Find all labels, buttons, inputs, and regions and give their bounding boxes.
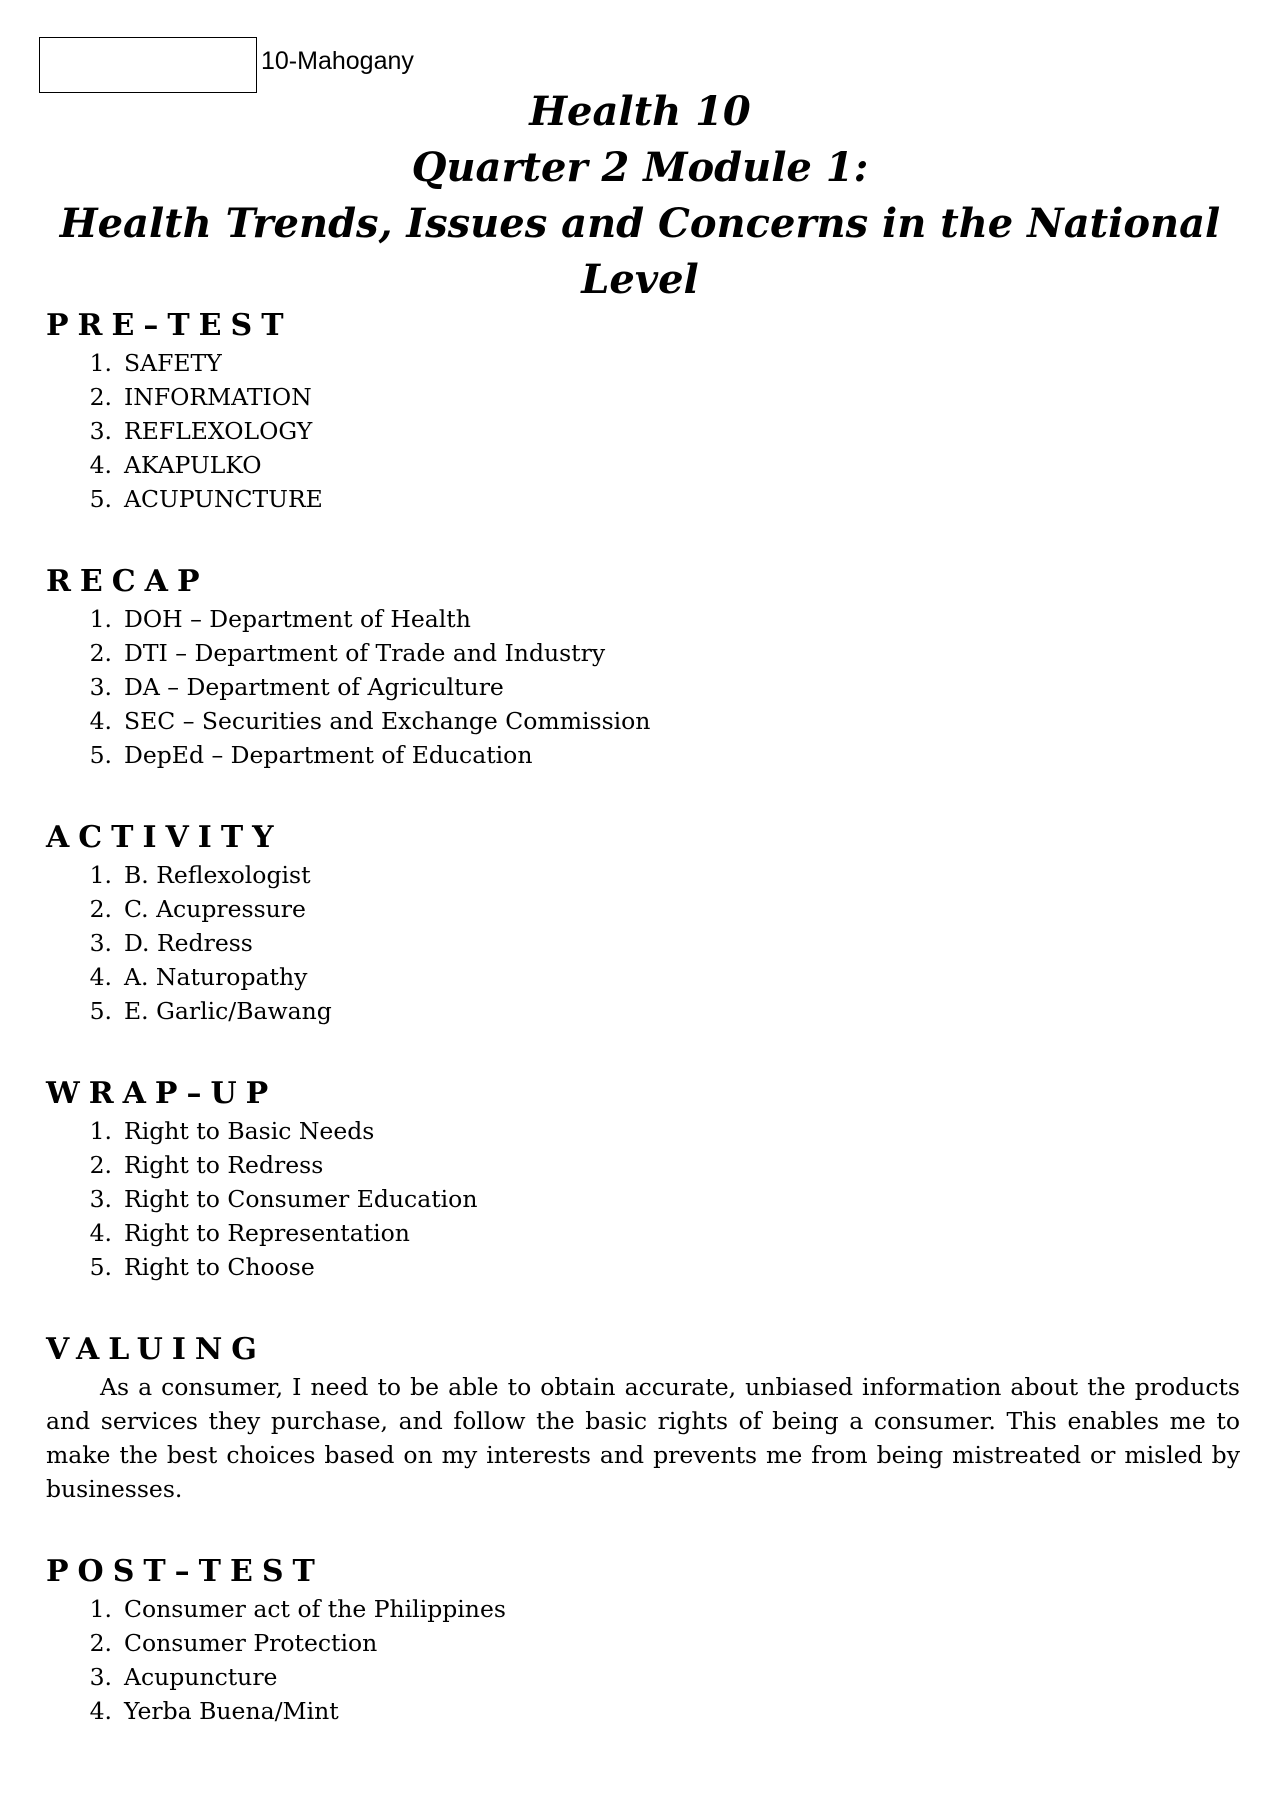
list-item — [46, 892, 1240, 926]
list-item — [46, 602, 1240, 636]
list-item — [46, 1626, 1240, 1660]
item-text: REFLEXOLOGY — [124, 417, 313, 445]
list-item — [46, 1250, 1240, 1284]
list-item — [46, 1182, 1240, 1216]
item-number: 1. — [89, 1117, 112, 1145]
item-number: 5. — [89, 997, 112, 1025]
item-number: 3. — [89, 673, 112, 701]
item-number: 5. — [89, 485, 112, 513]
item-number: 4. — [89, 1697, 112, 1725]
posttest-heading: POST–TEST — [46, 1554, 324, 1589]
item-number: 4. — [89, 451, 112, 479]
posttest-list — [46, 1592, 1240, 1728]
item-number: 1. — [89, 349, 112, 377]
title-module: Quarter 2 Module 1: — [411, 144, 869, 191]
item-number: 4. — [89, 963, 112, 991]
item-text: Consumer act of the Philippines — [124, 1595, 506, 1623]
item-text: Right to Basic Needs — [124, 1117, 375, 1145]
item-text: AKAPULKO — [124, 451, 262, 479]
title-subject: Health 10 — [529, 88, 751, 135]
spacer — [46, 1028, 1240, 1074]
item-text: DTI – Department of Trade and Industry — [124, 639, 606, 667]
list-item — [46, 1114, 1240, 1148]
item-text: DepEd – Department of Education — [124, 741, 533, 769]
list-item — [46, 346, 1240, 380]
list-item — [46, 1148, 1240, 1182]
item-number: 4. — [89, 707, 112, 735]
item-number: 1. — [89, 1595, 112, 1623]
pretest-section — [46, 306, 1240, 516]
item-text: Yerba Buena/Mint — [124, 1697, 339, 1725]
list-item — [46, 858, 1240, 892]
spacer — [46, 1284, 1240, 1330]
item-text: SEC – Securities and Exchange Commission — [124, 707, 651, 735]
activity-heading: ACTIVITY — [46, 820, 283, 855]
list-item — [46, 482, 1240, 516]
item-text: E. Garlic/Bawang — [124, 997, 332, 1025]
item-number: 5. — [89, 741, 112, 769]
item-number: 5. — [89, 1253, 112, 1281]
item-text: Right to Consumer Education — [124, 1185, 478, 1213]
item-number: 1. — [89, 605, 112, 633]
valuing-heading: VALUING — [46, 1332, 266, 1367]
item-text: DOH – Department of Health — [124, 605, 471, 633]
list-item — [46, 1216, 1240, 1250]
list-item — [46, 670, 1240, 704]
list-item — [46, 636, 1240, 670]
item-text: Consumer Protection — [124, 1629, 378, 1657]
spacer — [46, 772, 1240, 818]
item-number: 2. — [89, 1629, 112, 1657]
item-number: 2. — [89, 895, 112, 923]
pretest-list — [46, 346, 1240, 516]
list-item — [46, 1660, 1240, 1694]
recap-list — [46, 602, 1240, 772]
list-item — [46, 926, 1240, 960]
item-number: 2. — [89, 639, 112, 667]
item-number: 3. — [89, 1185, 112, 1213]
recap-section — [46, 562, 1240, 772]
item-text: B. Reflexologist — [124, 861, 311, 889]
item-text: ACUPUNCTURE — [124, 485, 323, 513]
title-topic-line-1: Health Trends, Issues and Concerns in the National — [59, 200, 1221, 247]
item-text: D. Redress — [124, 929, 253, 957]
list-item — [46, 738, 1240, 772]
list-item — [46, 960, 1240, 994]
list-item — [46, 1694, 1240, 1728]
list-item — [46, 1592, 1240, 1626]
item-text: Right to Representation — [124, 1219, 410, 1247]
section-label: 10-Mahogany — [261, 46, 414, 75]
valuing-paragraph: As a consumer, I need to be able to obtain accurate, unbiased information about the products and services they purchase, and follow the basic rights of being a consumer. This enables me to make the best choices based on my interests and prevents me from being mistreated or misled by businesses. — [46, 1373, 1240, 1503]
item-text: Right to Choose — [124, 1253, 315, 1281]
item-number: 1. — [89, 861, 112, 889]
item-number: 3. — [89, 929, 112, 957]
item-text: Right to Redress — [124, 1151, 324, 1179]
answer-sheet — [46, 306, 1240, 1728]
item-number: 3. — [89, 1663, 112, 1691]
valuing-section — [46, 1330, 1240, 1506]
item-number: 3. — [89, 417, 112, 445]
item-number: 2. — [89, 383, 112, 411]
list-item — [46, 704, 1240, 738]
item-text: DA – Department of Agriculture — [124, 673, 504, 701]
list-item — [46, 448, 1240, 482]
item-text: A. Naturopathy — [124, 963, 308, 991]
recap-heading: RECAP — [46, 564, 209, 599]
pretest-heading: PRE–TEST — [46, 308, 293, 343]
list-item — [46, 380, 1240, 414]
spacer — [46, 1506, 1240, 1552]
activity-section — [46, 818, 1240, 1028]
list-item — [46, 994, 1240, 1028]
activity-list — [46, 858, 1240, 1028]
posttest-section — [46, 1552, 1240, 1728]
spacer — [46, 516, 1240, 562]
item-number: 2. — [89, 1151, 112, 1179]
list-item — [46, 414, 1240, 448]
wrapup-list — [46, 1114, 1240, 1284]
title-block — [40, 84, 1240, 308]
item-text: Acupuncture — [124, 1663, 278, 1691]
wrapup-heading: WRAP–UP — [46, 1076, 278, 1111]
item-text: C. Acupressure — [124, 895, 306, 923]
title-topic-line-2: Level — [581, 256, 699, 303]
item-text: INFORMATION — [124, 383, 312, 411]
item-text: SAFETY — [124, 349, 222, 377]
item-number: 4. — [89, 1219, 112, 1247]
wrapup-section — [46, 1074, 1240, 1284]
